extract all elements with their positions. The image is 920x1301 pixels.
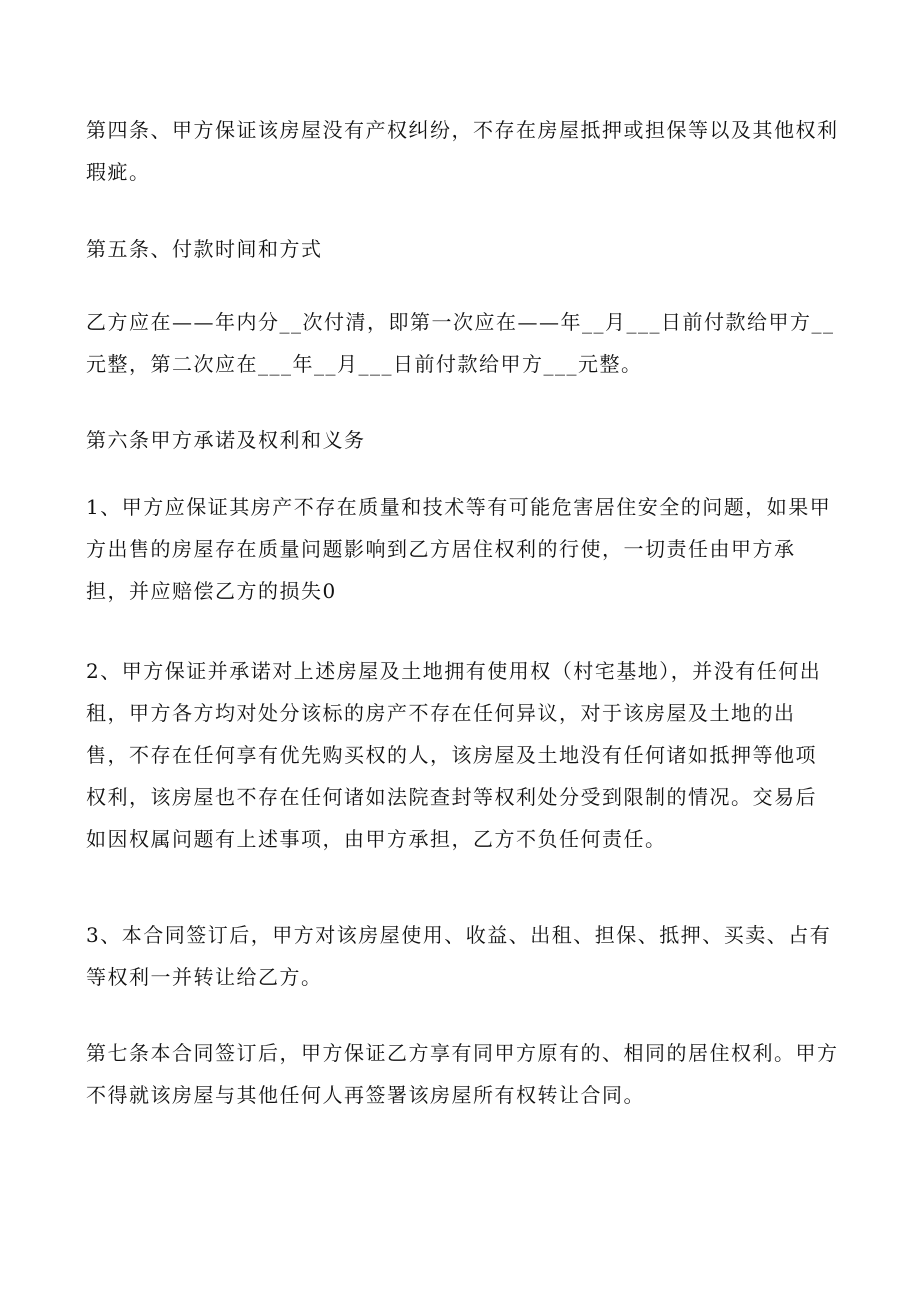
article-5-heading [86, 228, 846, 270]
text-line: 等权利一并转让给乙方。 [86, 965, 323, 989]
text-line: 第六条甲方承诺及权利和义务 [86, 428, 366, 452]
article-6-heading [86, 419, 846, 461]
article-6-item-2-paragraph [86, 650, 846, 860]
article-7-paragraph [86, 1032, 846, 1116]
text-line: 第五条、付款时间和方式 [86, 237, 323, 261]
article-6-item-3-paragraph [86, 914, 846, 998]
text-line: 如因权属问题有上述事项，由甲方承担，乙方不负任何责任。 [86, 827, 667, 851]
text-line: 2、甲方保证并承诺对上述房屋及土地拥有使用权（村宅基地），并没有任何出 [86, 659, 822, 683]
text-line: 第四条、甲方保证该房屋没有产权纠纷，不存在房屋抵押或担保等以及其他权利 [86, 118, 839, 142]
article-5-body-paragraph [86, 301, 846, 385]
text-line: 元整，第二次应在___年__月___日前付款给甲方___元整。 [86, 352, 643, 376]
text-line: 不得就该房屋与其他任何人再签署该房屋所有权转让合同。 [86, 1083, 645, 1107]
article-4-paragraph [86, 109, 846, 193]
text-line: 3、本合同签订后，甲方对该房屋使用、收益、出租、担保、抵押、买卖、占有 [86, 923, 832, 947]
text-line: 1、甲方应保证其房产不存在质量和技术等有可能危害居住安全的问题，如果甲 [86, 495, 832, 519]
text-line: 方出售的房屋存在质量问题影响到乙方居住权利的行使，一切责任由甲方承 [86, 537, 796, 561]
text-line: 权利，该房屋也不存在任何诸如法院查封等权利处分受到限制的情况。交易后 [86, 785, 817, 809]
article-6-item-1-paragraph [86, 486, 846, 612]
text-line: 租，甲方各方均对处分该标的房产不存在任何异议，对于该房屋及土地的出 [86, 701, 796, 725]
text-line: 第七条本合同签订后，甲方保证乙方享有同甲方原有的、相同的居住权利。甲方 [86, 1041, 839, 1065]
text-line: 售，不存在任何享有优先购买权的人，该房屋及土地没有任何诸如抵押等他项 [86, 743, 817, 767]
text-line: 乙方应在——年内分__次付清，即第一次应在——年__月___日前付款给甲方__ [86, 310, 835, 334]
text-line: 瑕疵。 [86, 160, 151, 184]
text-line: 担，并应赔偿乙方的损失0 [86, 579, 337, 603]
